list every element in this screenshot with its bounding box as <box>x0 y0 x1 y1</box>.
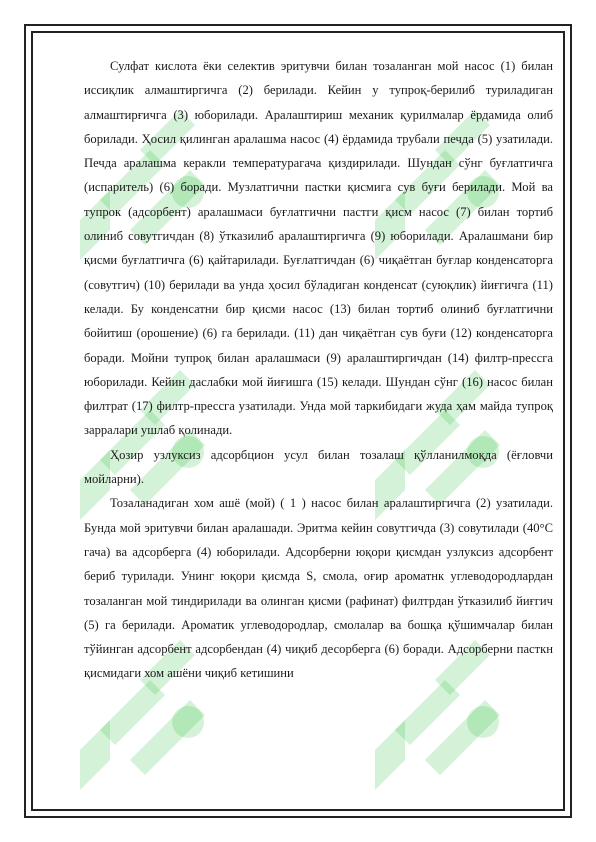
paragraph: Ҳозир узлуксиз адсорбцион усул билан тозалаш қўлланилмоқда (ёғловчи мойларни). <box>84 447 553 487</box>
document-body <box>84 54 553 686</box>
paragraph: Тозаланадиган хом ашё (мой) ( 1 ) насос билан аралаштиргичга (2) узатилади. Бунда мой эритувчи билан аралашади. Эритма кейин совутгичда (3) совутилади (40°С гача) ва адсорберга (4) юборилади. Адсорберни юқори қисмдан узлуксиз адсорбент бериб турилади. Унинг юқори қисмда S, смола, оғир ароматнк углеводородлардан тозаланган мой тиндирилади ва олинган қисми (рафинат) филтрдан ўтказилиб йиғгич (5) га берилади. Ароматик углеводородлар, смолалар ва бошқа қўшимчалар билан тўйинган адсорбент адсорбендан (4) чиқиб десорберга (6) боради. Адсорберни пасткн қисмидаги хом ашёни чиқиб кетишини <box>84 496 553 681</box>
paragraph: Сулфат кислота ёки селектив эритувчи билан тозаланган мой насос (1) билан иссиқлик алмаштиргичга (2) берилади. Кейин у тупроқ-берилиб туриладиган алмаштирғичга (3) юборилади. Аралаштириш механик қурилмалар ёрдамида олиб борилади. Ҳосил қилинган аралашма насос (4) ёрдамида трубали печда (5) узатилади. Печда аралашма керакли температурагача қиздирилади. Шундан сўнг буғлатгичга (испаритель) (6) боради. Музлатгични пастки қисмига сув буғи берилади. Мой ва тупрок (адсорбент) аралашмаси буғлатгични пастги қисм насос (7) билан тортиб олиниб совутгичдан (8) ўтказилиб аралаштиргичга (9) юборилади. Аралашмани бир қисми буғлатгичга (6) қайтарилади. Буғлатгичдан (6) чиқаётган буғлар конденсаторга (совутгич) (10) берилади ва унда ҳосил бўладиган конденсат (суюқлик) йиғгичга (11) келади. Бу конденсатни бир қисми насос (13) билан тортиб олиниб буғлатгични бойитиш (орошение) (6) га берилади. (11) дан чиқаётган сув буғи (12) конденсаторга боради. Мойни тупроқ билан аралашмаси (9) аралаштиргичдан (14) филтр-прессга юборилади. Кейин даслабки мой йиғишга (15) келади. Шундан сўнг (16) насос билан филтрат (17) филтр-прессга узатилади. Унда мой таркибидаги жуда ҳам майда тупроқ зарралари ушлаб қолинади. <box>84 59 553 438</box>
